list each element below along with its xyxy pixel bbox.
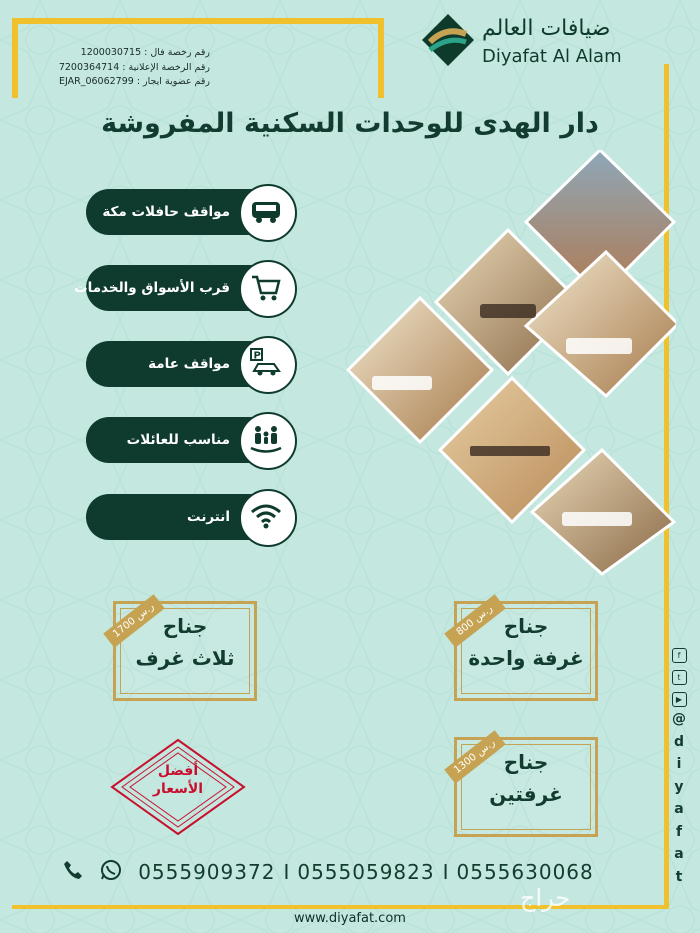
feature-label: مواقف عامة	[148, 356, 230, 372]
license-line: رقم عضوية ايجار : EJAR_06062799	[58, 76, 210, 87]
separator: I	[283, 860, 290, 884]
price-card-title: جناح	[503, 750, 549, 774]
price-tag: 1700 ر.س	[103, 594, 165, 648]
best-prices-stamp	[110, 738, 246, 836]
family-icon	[248, 421, 284, 457]
price-card-title: جناح	[162, 614, 208, 638]
feature-label: مناسب للعائلات	[126, 432, 230, 448]
handle-char: @	[672, 711, 686, 727]
price-card-subtitle: غرفتين	[489, 782, 563, 806]
feature-near-markets	[74, 265, 292, 311]
page-title: دار الهدى للوحدات السكنية المفروشة	[101, 108, 599, 139]
handle-char: i	[676, 756, 682, 772]
social-handle[interactable]	[672, 708, 686, 888]
frame-left	[12, 18, 18, 98]
phone-icon[interactable]	[62, 859, 84, 885]
facebook-icon[interactable]: f	[672, 648, 687, 663]
best-prices-line1: أفضل	[157, 763, 199, 779]
twitter-icon[interactable]: t	[672, 670, 687, 685]
license-line: رقم الرخصة الإعلانية : 7200364714	[58, 61, 210, 73]
phone-number[interactable]: 0555059823	[297, 860, 435, 884]
handle-char: t	[675, 868, 683, 885]
shopping-cart-icon	[248, 269, 284, 305]
brand-name-arabic: ضيافات العالم	[482, 16, 611, 41]
website-link[interactable]: www.diyafat.com	[294, 911, 406, 926]
parking-icon	[248, 345, 284, 381]
license-line: رقم رخصة فال : 1200030715	[80, 47, 210, 58]
frame-top	[12, 18, 384, 24]
whatsapp-icon[interactable]	[99, 858, 123, 886]
price-tag: 800 ر.س	[444, 594, 506, 648]
feature-bus-parking	[86, 189, 292, 235]
feature-label: قرب الأسواق والخدمات	[74, 280, 230, 296]
handle-char: a	[674, 846, 684, 862]
youtube-icon[interactable]: ▶	[672, 692, 687, 707]
feature-family-friendly	[86, 417, 292, 463]
separator: I	[442, 860, 449, 884]
photo-collage	[340, 150, 676, 590]
bus-icon	[248, 193, 284, 229]
handle-char: a	[674, 801, 684, 817]
best-prices-line2: الأسعار	[152, 781, 204, 797]
phone-numbers	[62, 858, 594, 888]
handle-char: d	[673, 733, 685, 750]
brand-logo	[420, 12, 640, 72]
feature-label: مواقف حافلات مكة	[102, 204, 230, 220]
handle-char: f	[675, 823, 683, 840]
license-info	[38, 46, 210, 90]
feature-label: انترنت	[187, 509, 230, 525]
wifi-icon	[248, 498, 284, 534]
price-card-two-rooms[interactable]	[454, 737, 598, 837]
watermark-text: حراج	[520, 884, 571, 912]
handle-char: y	[674, 778, 684, 795]
feature-internet	[86, 494, 292, 540]
price-card-one-room[interactable]	[454, 601, 598, 701]
phone-number[interactable]: 0555909372	[138, 860, 276, 884]
svg-text:P: P	[253, 350, 261, 362]
price-card-subtitle: غرفة واحدة	[468, 646, 584, 670]
feature-public-parking	[86, 341, 292, 387]
social-icons	[670, 648, 688, 714]
logo-mark-icon	[420, 12, 476, 68]
price-card-three-rooms[interactable]	[113, 601, 257, 701]
phone-number[interactable]: 0555630068	[456, 860, 594, 884]
brand-name-english: Diyafat Al Alam	[482, 46, 622, 67]
frame-top-vertical	[378, 18, 384, 98]
price-tag: 1300 ر.س	[444, 730, 506, 784]
price-card-subtitle: ثلاث غرف	[135, 646, 235, 670]
price-card-title: جناح	[503, 614, 549, 638]
